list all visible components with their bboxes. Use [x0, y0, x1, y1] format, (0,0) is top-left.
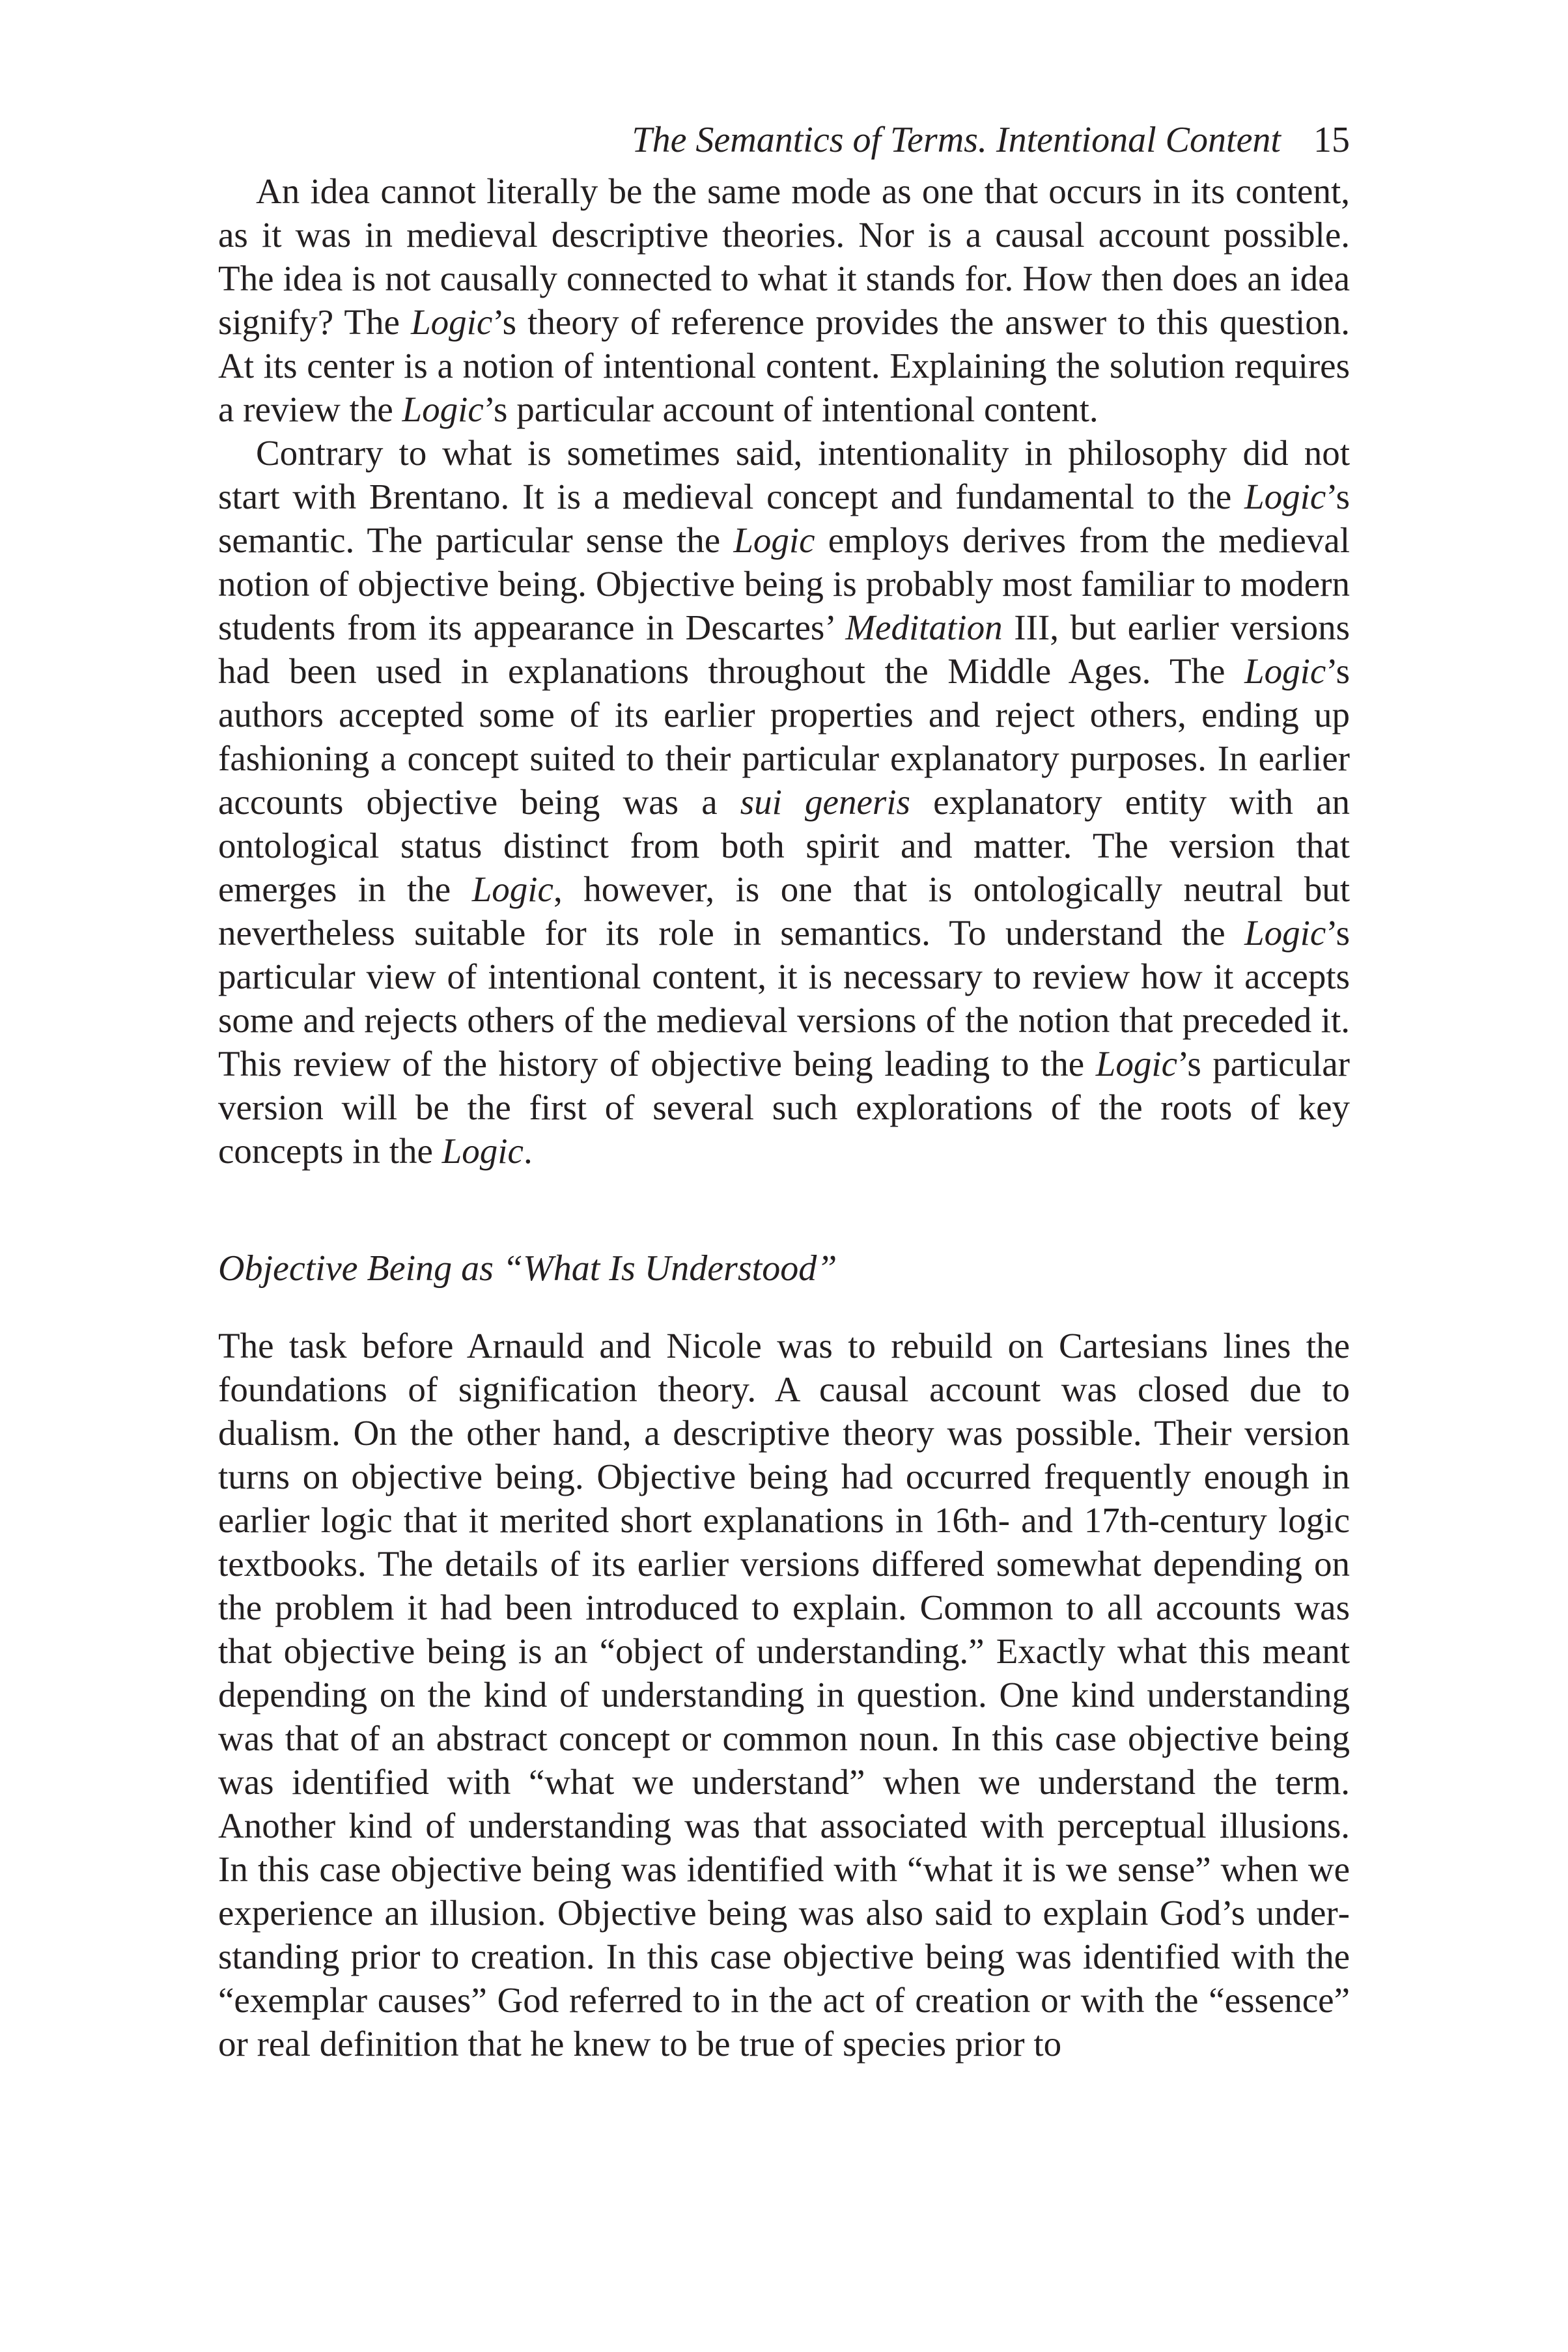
- italic-sui-generis: sui generis: [740, 782, 910, 822]
- italic-logic: Logic: [402, 389, 484, 429]
- paragraph-3: The task before Arnauld and Nicole was to rebuild on Cartesians lines the foundations of signification theory. A causal account was closed due to dualism. On the other hand, a descriptive theory was possible. Their version turns on objective being. Objective being had occurred frequently enough in earlier logic that it merited short explanations in 16th- and 17th-century logic textbooks. The details of its earlier versions differed somewhat depending on the problem it had been introduced to explain. Common to all accounts was that objective being is an “object of understanding.” Exactly what this meant depending on the kind of understanding in question. One kind understanding was that of an abstract concept or common noun. In this case objective being was identified with “what we understand” when we understand the term. Another kind of understanding was that associated with perceptual illusions. In this case objective being was identified with “what it is we sense” when we experience an illusion. Objective being was also said to explain God’s understanding prior to creation. In this case objective being was identified with the “exemplar causes” God referred to in the act of creation or with the “essence” or real definition that he knew to be true of species prior to: [218, 1326, 1350, 2064]
- italic-meditation: Meditation: [845, 608, 1003, 647]
- text-run: Contrary to what is sometimes said, intentionality in philosophy did not start with Brentano. It is a medieval concept and fundamental to the: [218, 433, 1350, 516]
- text-run: ’s particular view of intentional content, it is necessary to review how it accepts some and rejects others of the medieval versions of the notion that preceded it. This review of the history of objective being leading to the: [218, 913, 1350, 1084]
- paragraph-1: [218, 169, 1350, 431]
- text-run: ’s particular account of intentional content.: [483, 389, 1099, 429]
- paragraph-2: [218, 431, 1350, 1173]
- running-title: The Semantics of Terms. Intentional Content: [632, 120, 1281, 160]
- italic-logic: Logic: [471, 869, 553, 909]
- italic-logic: Logic: [411, 302, 493, 342]
- text-run: III, but earlier versions had been used in explanations throughout the Middle Ages. The: [218, 608, 1350, 691]
- section-heading: Objective Being as “What Is Understood”: [218, 1248, 837, 1289]
- book-page: [218, 111, 1350, 2065]
- text-run: ’s semantic. The particular sense the: [218, 477, 1350, 560]
- page-number: 15: [1313, 120, 1350, 160]
- italic-logic: Logic: [441, 1131, 524, 1171]
- text-run: An idea cannot literally be the same mode as one that occurs in its content, as it was in medieval descriptive theories. Nor is a causal account possible. The idea is not causally connected to what it stands for. How then does an idea signify? The: [218, 171, 1350, 342]
- italic-logic: Logic: [1095, 1044, 1178, 1084]
- text-run: ’s theory of reference provides the answer to this question. At its center is a notion of intentional content. Explaining the solution requires a review the: [218, 302, 1350, 429]
- italic-logic: Logic: [1244, 651, 1326, 691]
- running-head: [218, 111, 1350, 169]
- italic-logic: Logic: [1244, 913, 1326, 953]
- italic-logic: Logic: [733, 520, 815, 560]
- italic-logic: Logic: [1244, 477, 1326, 516]
- text-run: employs derives from the medieval notion of objective being. Objective being is probably most familiar to modern students from its appearance in Descartes’: [218, 520, 1350, 647]
- text-run: , however, is one that is ontologically neutral but nevertheless suitable for its role in semantics. To understand the: [218, 869, 1350, 953]
- text-run: .: [523, 1131, 533, 1171]
- text-run: ’s particular version will be the first of several such explorations of the roots of key concepts in the: [218, 1044, 1350, 1171]
- text-run: explanatory entity with an ontological status distinct from both spirit and matter. The version that emerges in the: [218, 782, 1350, 909]
- text-run: ’s authors accepted some of its earlier properties and reject others, ending up fashioning a concept suited to their particular explanatory purposes. In earlier accounts objective being was a: [218, 651, 1350, 822]
